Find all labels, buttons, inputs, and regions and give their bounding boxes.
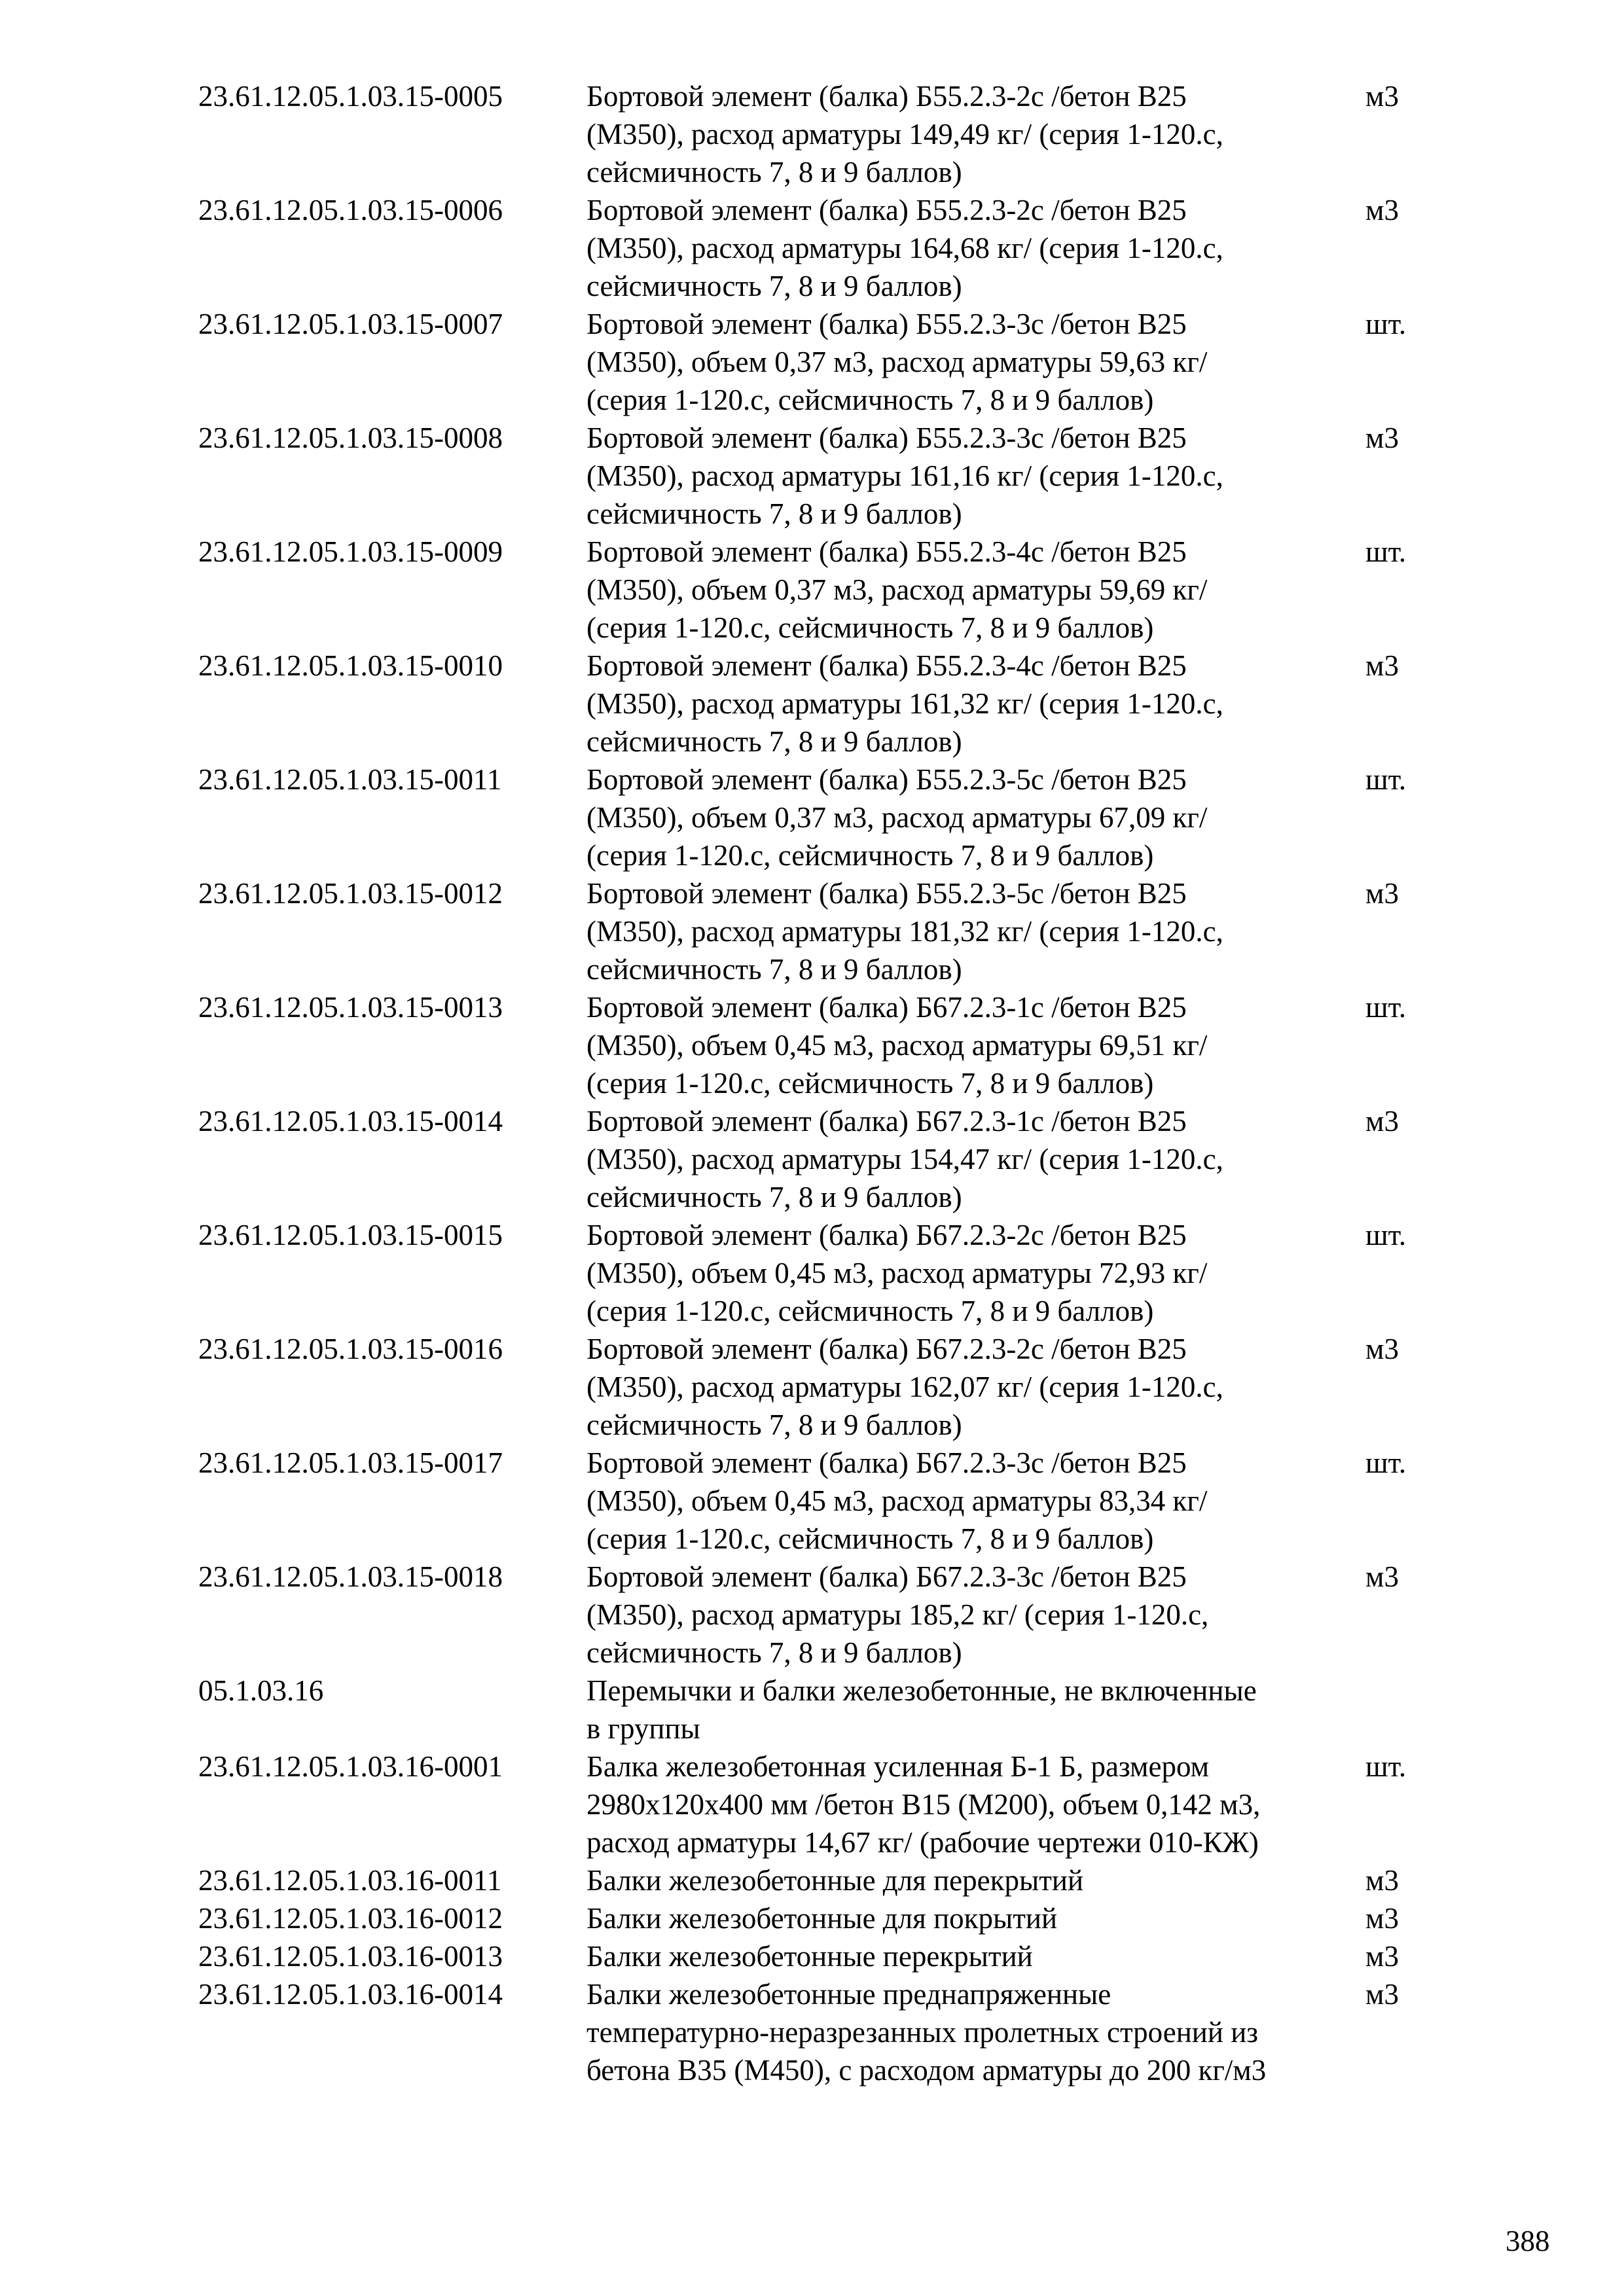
resource-code: 23.61.12.05.1.03.15-0018 bbox=[198, 1560, 503, 1593]
description-line: Бортовой элемент (балка) Б55.2.3-2с /бетон В25 bbox=[586, 80, 1187, 113]
description-line: Бортовой элемент (балка) Б67.2.3-2с /бетон В25 bbox=[586, 1333, 1187, 1365]
table-row bbox=[198, 1216, 1442, 1330]
resource-code: 23.61.12.05.1.03.15-0015 bbox=[198, 1219, 503, 1251]
resource-description bbox=[586, 1444, 1365, 1558]
table-row bbox=[198, 1899, 1442, 1937]
description-line: Перемычки и балки железобетонные, не включенные bbox=[586, 1674, 1257, 1707]
description-line: Бортовой элемент (балка) Б55.2.3-3с /бетон В25 bbox=[586, 422, 1187, 454]
description-line: Балки железобетонные для покрытий bbox=[586, 1902, 1058, 1935]
description-line: сейсмичность 7, 8 и 9 баллов) bbox=[586, 156, 962, 188]
unit-of-measure: шт. bbox=[1365, 308, 1407, 340]
description-line: Бортовой элемент (балка) Б67.2.3-1с /бетон В25 bbox=[586, 991, 1187, 1024]
table-row bbox=[198, 1672, 1442, 1748]
unit-of-measure: м3 bbox=[1365, 1978, 1399, 2011]
resource-code: 23.61.12.05.1.03.16-0012 bbox=[198, 1902, 503, 1935]
description-line: бетона В35 (М450), с расходом арматуры до 200 кг/м3 bbox=[586, 2054, 1267, 2087]
resource-description bbox=[586, 988, 1365, 1102]
resource-description bbox=[586, 419, 1365, 533]
description-line: Бортовой элемент (балка) Б67.2.3-3с /бетон В25 bbox=[586, 1560, 1187, 1593]
description-line: (М350), объем 0,45 м3, расход арматуры 72,93 кг/ bbox=[586, 1257, 1208, 1289]
unit-of-measure: м3 bbox=[1365, 194, 1399, 226]
description-line: Балки железобетонные для перекрытий bbox=[586, 1864, 1084, 1897]
resource-table bbox=[198, 77, 1442, 2089]
description-line: Бортовой элемент (балка) Б55.2.3-2с /бетон В25 bbox=[586, 194, 1187, 226]
resource-code: 23.61.12.05.1.03.16-0001 bbox=[198, 1750, 503, 1783]
unit-of-measure: шт. bbox=[1365, 763, 1407, 796]
description-line: Бортовой элемент (балка) Б67.2.3-1с /бетон В25 bbox=[586, 1105, 1187, 1138]
table-row bbox=[198, 1975, 1442, 2089]
description-line: сейсмичность 7, 8 и 9 баллов) bbox=[586, 725, 962, 758]
table-row bbox=[198, 1748, 1442, 1861]
resource-description bbox=[586, 1330, 1365, 1444]
description-line: (М350), объем 0,45 м3, расход арматуры 69,51 кг/ bbox=[586, 1029, 1208, 1062]
resource-description bbox=[586, 191, 1365, 305]
resource-code: 05.1.03.16 bbox=[198, 1674, 324, 1707]
description-line: Бортовой элемент (балка) Б67.2.3-2с /бетон В25 bbox=[586, 1219, 1187, 1251]
description-line: сейсмичность 7, 8 и 9 баллов) bbox=[586, 497, 962, 530]
resource-code: 23.61.12.05.1.03.15-0013 bbox=[198, 991, 503, 1024]
description-line: (серия 1-120.с, сейсмичность 7, 8 и 9 баллов) bbox=[586, 839, 1154, 872]
unit-of-measure: шт. bbox=[1365, 1219, 1407, 1251]
resource-code: 23.61.12.05.1.03.15-0009 bbox=[198, 535, 503, 568]
resource-code: 23.61.12.05.1.03.15-0006 bbox=[198, 194, 503, 226]
resource-code: 23.61.12.05.1.03.15-0016 bbox=[198, 1333, 503, 1365]
description-line: (М350), расход арматуры 164,68 кг/ (серия 1-120.с, bbox=[586, 232, 1223, 264]
table-row bbox=[198, 1937, 1442, 1975]
description-line: (М350), расход арматуры 181,32 кг/ (серия 1-120.с, bbox=[586, 915, 1223, 948]
resource-code: 23.61.12.05.1.03.16-0013 bbox=[198, 1940, 503, 1973]
unit-of-measure: м3 bbox=[1365, 1902, 1399, 1935]
unit-of-measure: м3 bbox=[1365, 877, 1399, 910]
resource-code: 23.61.12.05.1.03.16-0011 bbox=[198, 1864, 502, 1897]
description-line: сейсмичность 7, 8 и 9 баллов) bbox=[586, 953, 962, 986]
resource-description bbox=[586, 1216, 1365, 1330]
resource-description bbox=[586, 874, 1365, 988]
description-line: сейсмичность 7, 8 и 9 баллов) bbox=[586, 1636, 962, 1669]
unit-of-measure: м3 bbox=[1365, 1940, 1399, 1973]
description-line: Бортовой элемент (балка) Б55.2.3-4с /бетон В25 bbox=[586, 649, 1187, 682]
description-line: (серия 1-120.с, сейсмичность 7, 8 и 9 баллов) bbox=[586, 384, 1154, 416]
table-row bbox=[198, 1102, 1442, 1216]
resource-description bbox=[586, 1975, 1365, 2089]
table-row bbox=[198, 1444, 1442, 1558]
resource-description bbox=[586, 761, 1365, 874]
resource-description bbox=[586, 1102, 1365, 1216]
resource-description bbox=[586, 647, 1365, 761]
resource-description bbox=[586, 77, 1365, 191]
resource-description bbox=[586, 1558, 1365, 1672]
unit-of-measure: шт. bbox=[1365, 991, 1407, 1024]
unit-of-measure: шт. bbox=[1365, 1446, 1407, 1479]
page-number: 388 bbox=[1506, 2225, 1550, 2257]
unit-of-measure: шт. bbox=[1365, 535, 1407, 568]
resource-code: 23.61.12.05.1.03.16-0014 bbox=[198, 1978, 503, 2011]
description-line: в группы bbox=[586, 1712, 700, 1745]
description-line: (М350), расход арматуры 161,32 кг/ (серия 1-120.с, bbox=[586, 687, 1223, 720]
table-row bbox=[198, 419, 1442, 533]
resource-description bbox=[586, 533, 1365, 647]
table-row bbox=[198, 647, 1442, 761]
resource-description bbox=[586, 305, 1365, 419]
unit-of-measure bbox=[1365, 1672, 1442, 1748]
resource-code: 23.61.12.05.1.03.15-0010 bbox=[198, 649, 503, 682]
table-row bbox=[198, 305, 1442, 419]
resource-description bbox=[586, 1861, 1365, 1899]
resource-code: 23.61.12.05.1.03.15-0011 bbox=[198, 763, 502, 796]
resource-description bbox=[586, 1899, 1365, 1937]
description-line: (М350), расход арматуры 185,2 кг/ (серия 1-120.с, bbox=[586, 1598, 1209, 1631]
table-row bbox=[198, 1861, 1442, 1899]
unit-of-measure: м3 bbox=[1365, 649, 1399, 682]
description-line: (М350), объем 0,45 м3, расход арматуры 83,34 кг/ bbox=[586, 1484, 1208, 1517]
description-line: (М350), объем 0,37 м3, расход арматуры 67,09 кг/ bbox=[586, 801, 1208, 834]
description-line: Бортовой элемент (балка) Б67.2.3-3с /бетон В25 bbox=[586, 1446, 1187, 1479]
unit-of-measure: м3 bbox=[1365, 1864, 1399, 1897]
description-line: (М350), объем 0,37 м3, расход арматуры 59,63 кг/ bbox=[586, 346, 1208, 378]
resource-code: 23.61.12.05.1.03.15-0012 bbox=[198, 877, 503, 910]
unit-of-measure: м3 bbox=[1365, 80, 1399, 113]
resource-code: 23.61.12.05.1.03.15-0008 bbox=[198, 422, 503, 454]
table-row bbox=[198, 1558, 1442, 1672]
table-row bbox=[198, 761, 1442, 874]
description-line: Бортовой элемент (балка) Б55.2.3-5с /бетон В25 bbox=[586, 763, 1187, 796]
resource-code: 23.61.12.05.1.03.15-0007 bbox=[198, 308, 503, 340]
description-line: сейсмичность 7, 8 и 9 баллов) bbox=[586, 270, 962, 302]
description-line: (М350), расход арматуры 149,49 кг/ (серия 1-120.с, bbox=[586, 118, 1223, 151]
description-line: (серия 1-120.с, сейсмичность 7, 8 и 9 баллов) bbox=[586, 1067, 1154, 1100]
resource-description bbox=[586, 1672, 1365, 1748]
unit-of-measure: м3 bbox=[1365, 1560, 1399, 1593]
table-row bbox=[198, 988, 1442, 1102]
resource-description bbox=[586, 1748, 1365, 1861]
description-line: (М350), расход арматуры 154,47 кг/ (серия 1-120.с, bbox=[586, 1143, 1223, 1175]
description-line: Бортовой элемент (балка) Б55.2.3-5с /бетон В25 bbox=[586, 877, 1187, 910]
description-line: (серия 1-120.с, сейсмичность 7, 8 и 9 баллов) bbox=[586, 611, 1154, 644]
unit-of-measure: м3 bbox=[1365, 1105, 1399, 1138]
resource-code: 23.61.12.05.1.03.15-0014 bbox=[198, 1105, 503, 1138]
description-line: (М350), объем 0,37 м3, расход арматуры 59,69 кг/ bbox=[586, 573, 1208, 606]
description-line: сейсмичность 7, 8 и 9 баллов) bbox=[586, 1408, 962, 1441]
description-line: Балка железобетонная усиленная Б-1 Б, размером bbox=[586, 1750, 1210, 1783]
table-row bbox=[198, 77, 1442, 191]
description-line: (М350), расход арматуры 162,07 кг/ (серия 1-120.с, bbox=[586, 1371, 1223, 1403]
description-line: Балки железобетонные перекрытий bbox=[586, 1940, 1033, 1973]
resource-code: 23.61.12.05.1.03.15-0005 bbox=[198, 80, 503, 113]
unit-of-measure: м3 bbox=[1365, 1333, 1399, 1365]
unit-of-measure: м3 bbox=[1365, 422, 1399, 454]
description-line: Балки железобетонные преднапряженные bbox=[586, 1978, 1111, 2011]
description-line: температурно-неразрезанных пролетных строений из bbox=[586, 2016, 1259, 2049]
description-line: Бортовой элемент (балка) Б55.2.3-4с /бетон В25 bbox=[586, 535, 1187, 568]
table-row bbox=[198, 533, 1442, 647]
description-line: сейсмичность 7, 8 и 9 баллов) bbox=[586, 1181, 962, 1213]
resource-description bbox=[586, 1937, 1365, 1975]
description-line: 2980х120х400 мм /бетон В15 (М200), объем 0,142 м3, bbox=[586, 1788, 1261, 1821]
unit-of-measure: шт. bbox=[1365, 1750, 1407, 1783]
description-line: Бортовой элемент (балка) Б55.2.3-3с /бетон В25 bbox=[586, 308, 1187, 340]
description-line: (серия 1-120.с, сейсмичность 7, 8 и 9 баллов) bbox=[586, 1295, 1154, 1327]
table-row bbox=[198, 1330, 1442, 1444]
description-line: (серия 1-120.с, сейсмичность 7, 8 и 9 баллов) bbox=[586, 1522, 1154, 1555]
description-line: (М350), расход арматуры 161,16 кг/ (серия 1-120.с, bbox=[586, 459, 1223, 492]
table-row bbox=[198, 874, 1442, 988]
table-row bbox=[198, 191, 1442, 305]
description-line: расход арматуры 14,67 кг/ (рабочие чертежи 010-КЖ) bbox=[586, 1826, 1259, 1859]
resource-code: 23.61.12.05.1.03.15-0017 bbox=[198, 1446, 503, 1479]
